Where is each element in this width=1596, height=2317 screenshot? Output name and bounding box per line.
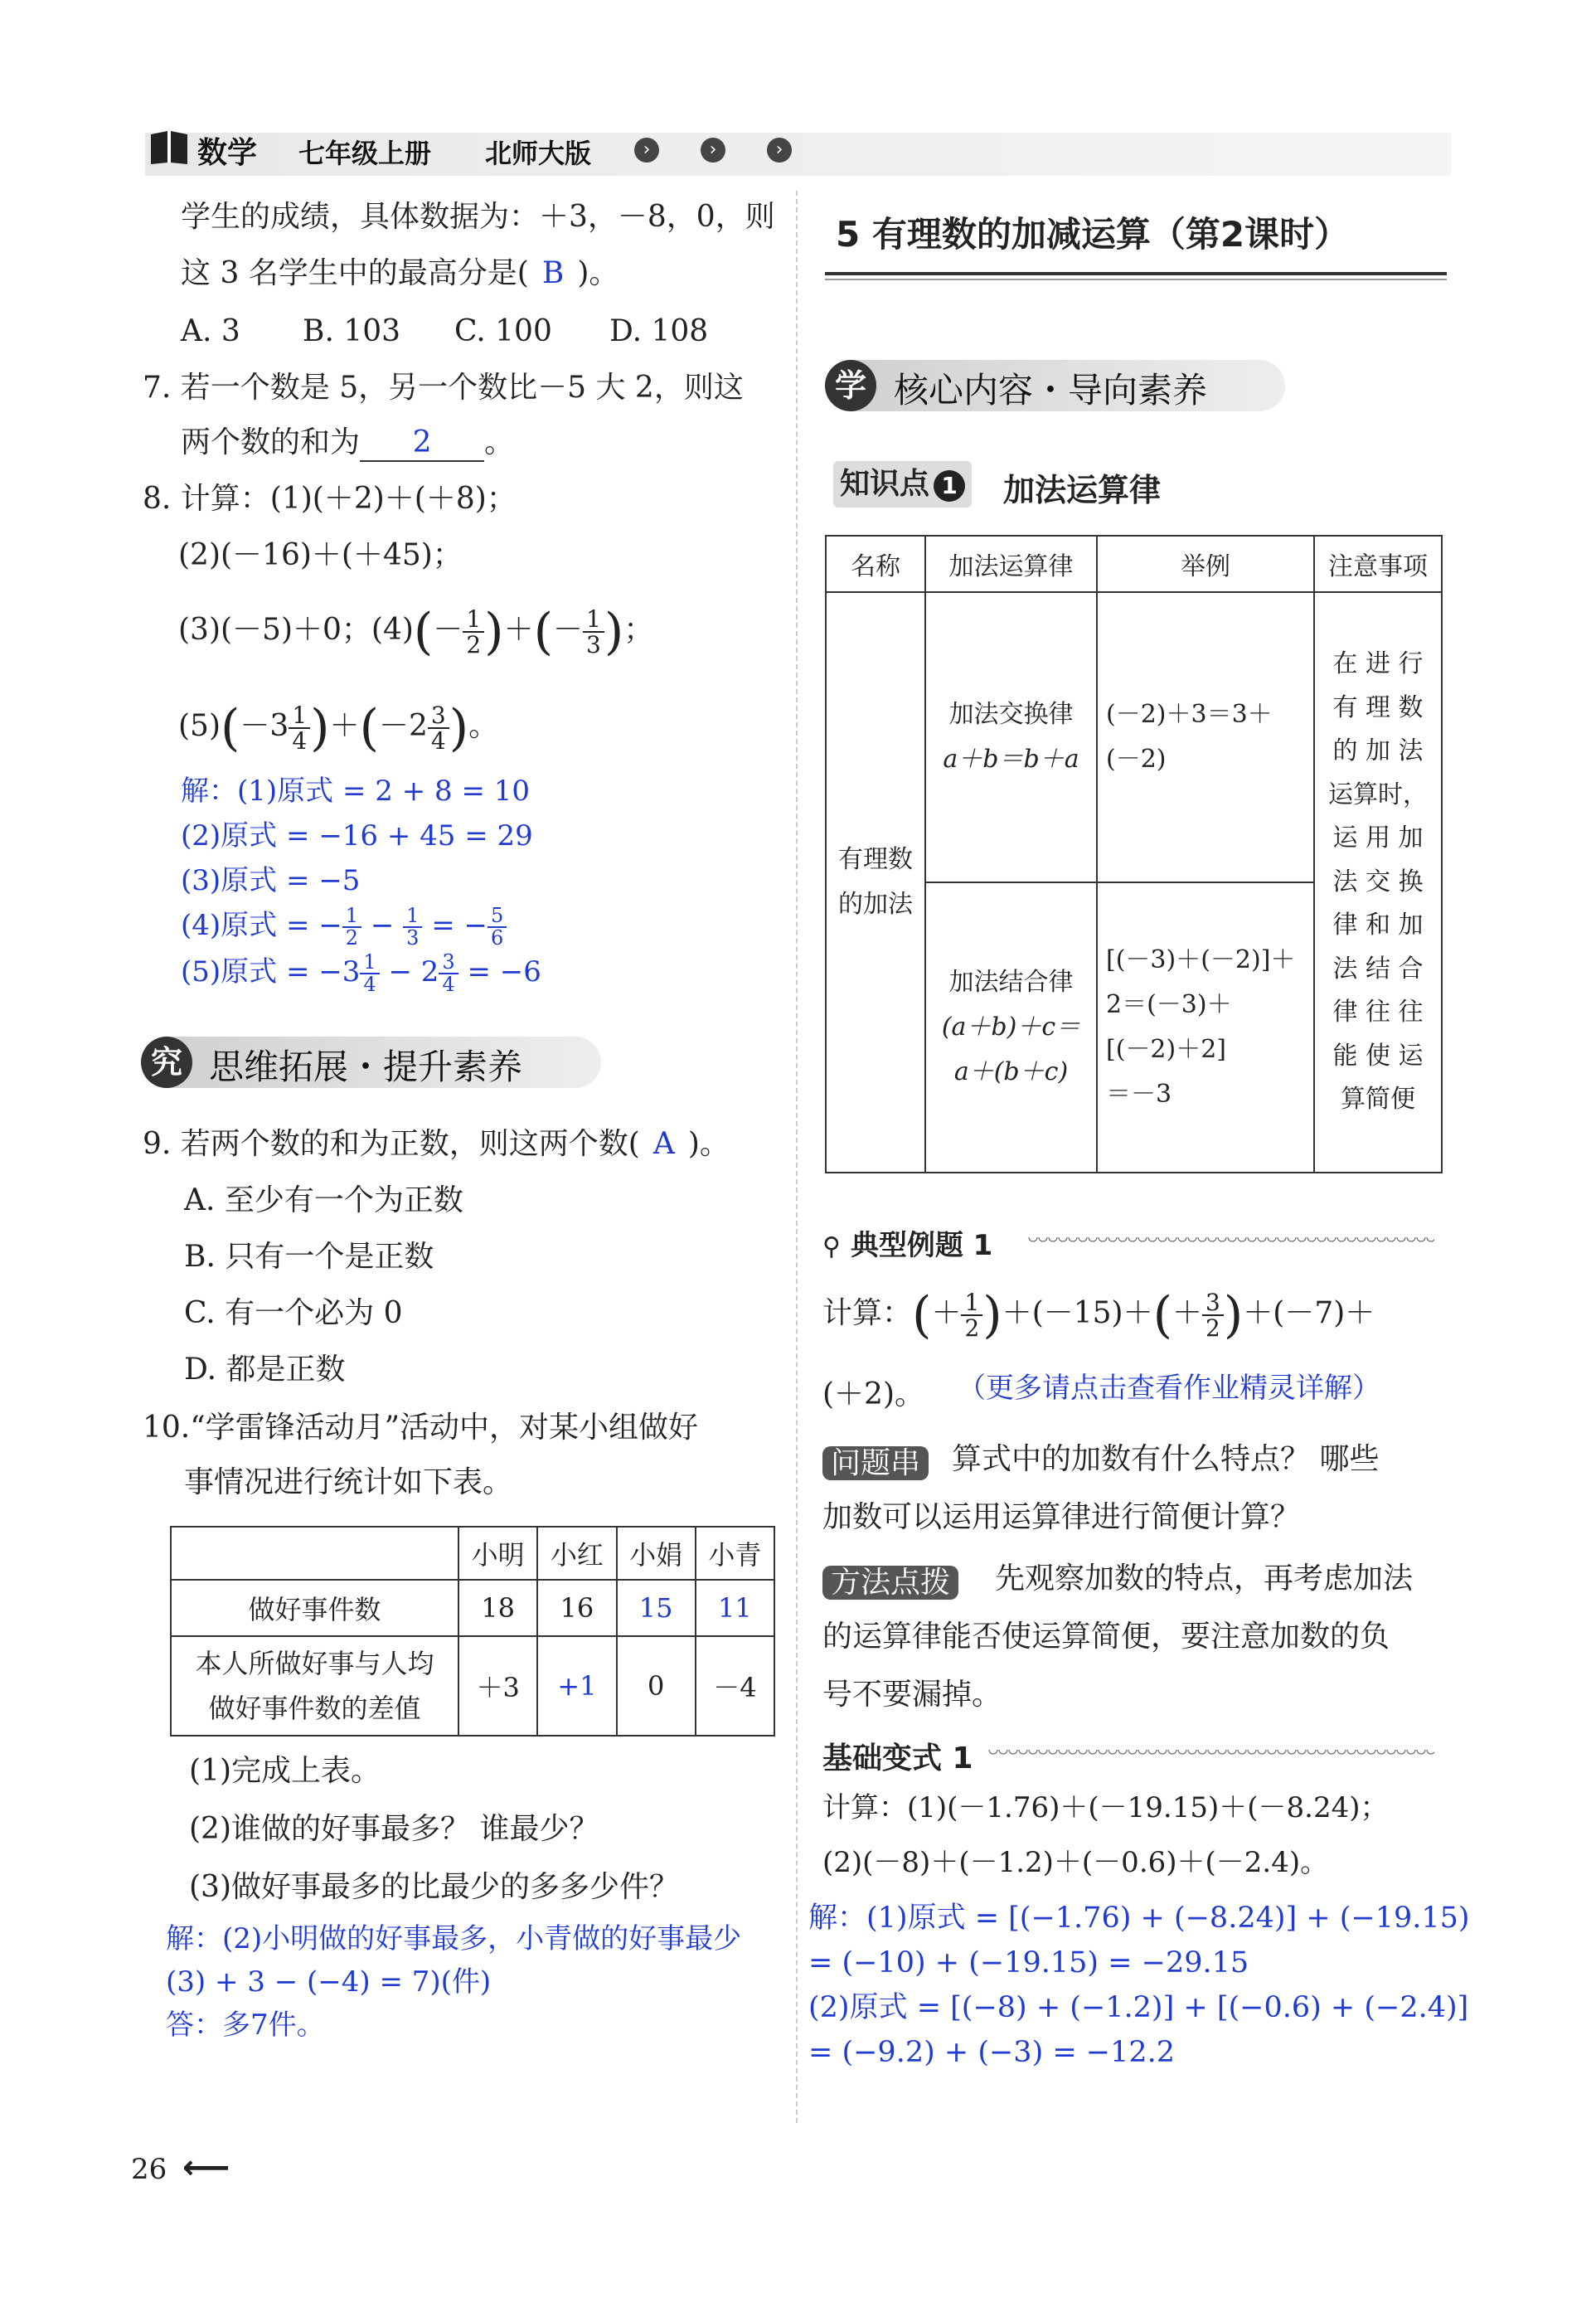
q8-solution-3: (3)原式 = −5 (181, 864, 361, 897)
title-underline-thin (825, 279, 1447, 280)
table-header: 加法运算律 (925, 536, 1097, 592)
table-header: 举例 (1097, 536, 1314, 592)
table-cell-note: 在 进 行 有 理 数 的 加 法 运算时， 运 用 加 法 交 换 律 和 加 法 结 合 律 往 往 能 使 运 算简便 (1314, 592, 1442, 1173)
q6-option-c: C. 100 (454, 314, 552, 348)
table-cell-example-2: [(－3)＋(－2)]＋ 2＝(－3)＋ [(－2)＋2] ＝－3 (1097, 882, 1314, 1173)
table-cell: 0 (617, 1636, 696, 1736)
book-icon (148, 124, 191, 168)
knowledge-point-tag (833, 461, 972, 508)
table-cell: 18 (458, 1580, 537, 1636)
q10-solution-2: (3) + 3 − (−4) = 7)(件) (166, 1965, 492, 1999)
example-line2: (＋2)。 (822, 1377, 924, 1411)
q7-answer-blank: 2 (360, 425, 484, 462)
q10-line2: 事情况进行统计如下表。 (184, 1465, 513, 1499)
header-edition: 北师大版 (485, 138, 592, 169)
q8-solution-2: (2)原式 = −16 + 45 = 29 (181, 819, 533, 852)
arrow-right-icon: › (701, 138, 725, 163)
q6-option-d: D. 108 (609, 314, 709, 348)
question-tag: 问题串 (822, 1446, 929, 1480)
table-row-label: 本人所做好事与人均 做好事件数的差值 (171, 1636, 458, 1736)
table-header: 小红 (537, 1527, 616, 1580)
wavy-divider (1028, 1237, 1434, 1246)
section-title-core: 核心内容・导向素养 (894, 370, 1208, 410)
q10-sub-2: (2)谁做的好事最多？ 谁最少？ (189, 1812, 599, 1846)
table-header: 小娟 (617, 1527, 696, 1580)
variant-title: 基础变式 1 (822, 1741, 973, 1775)
page-number: 26 (131, 2153, 167, 2186)
q10-sub-1: (1)完成上表。 (189, 1754, 381, 1788)
table-cell-example-1: (－2)＋3＝3＋ (－2) (1097, 592, 1314, 882)
table-header: 小明 (458, 1527, 537, 1580)
table-cell-answer: 11 (696, 1580, 774, 1636)
example-expression: 计算：(＋ $\frac{1}{2}$ )＋(－15)＋(＋ $\frac{3}{2}$ )＋(－7)＋ (822, 1286, 1375, 1344)
q7-line2: 两个数的和为 2 。 (181, 425, 514, 462)
method-tag: 方法点拨 (822, 1566, 958, 1600)
method-line3: 号不要漏掉。 (822, 1678, 1002, 1712)
table-cell-law-associative: 加法结合律 (a＋b)＋c＝ a＋(b＋c) (925, 882, 1097, 1173)
table-cell: －4 (696, 1636, 774, 1736)
kp-label: 知识点 (840, 467, 930, 501)
variant-line1: 计算：(1)(－1.76)＋(－19.15)＋(－8.24)； (822, 1791, 1389, 1824)
section-title-extend: 思维拓展・提升素养 (209, 1047, 523, 1087)
variant-solution-2: = (−10) + (−19.15) = −29.15 (808, 1946, 1249, 1979)
variant-line2: (2)(－8)＋(－1.2)＋(－0.6)＋(－2.4)。 (822, 1846, 1329, 1879)
question-line2: 加数可以运用运算律进行简便计算？ (822, 1500, 1301, 1534)
table-header: 小青 (696, 1527, 774, 1580)
addition-laws-table (825, 535, 1443, 1173)
q8-solution-1: 解：(1)原式 = 2 + 8 = 10 (181, 775, 530, 808)
wavy-divider (988, 1750, 1434, 1758)
table-cell-name: 有理数 的加法 (826, 592, 925, 1173)
q8-line2: (2)(－16)＋(＋45)； (178, 538, 463, 572)
kp-number: 1 (934, 470, 965, 502)
q6-line2: 这 3 名学生中的最高分是( B )。 (181, 256, 619, 290)
arrow-right-icon: › (634, 138, 659, 163)
question-chain (822, 1440, 929, 1482)
table-cell-answer: +1 (537, 1636, 616, 1736)
variant-solution-3: (2)原式 = [(−8) + (−1.2)] + [(−0.6) + (−2.4)] (808, 1991, 1469, 2024)
q10-solution-1: 解：(2)小明做的好事最多，小青做的好事最少 (166, 1922, 742, 1955)
q9-line: 9. 若两个数的和为正数，则这两个数( A )。 (143, 1127, 730, 1161)
q6-answer: B (541, 256, 565, 290)
q6-option-b: B. 103 (303, 314, 401, 348)
table-corner (171, 1527, 458, 1580)
good-deeds-table (170, 1526, 775, 1737)
table-header: 注意事项 (1314, 536, 1442, 592)
arrow-right-icon: › (767, 138, 792, 163)
q8-solution-4: (4)原式 = − $\frac{1}{2}$ − $\frac{1}{3}$ = − $\frac{5}{6}$ (181, 906, 507, 949)
q9-option-c: C. 有一个必为 0 (184, 1296, 403, 1330)
header-grade: 七年级上册 (298, 138, 432, 169)
question-line1: 算式中的加数有什么特点？ 哪些 (952, 1442, 1380, 1476)
table-cell: 16 (537, 1580, 616, 1636)
lesson-title: 5 有理数的加减运算（第2课时） (836, 214, 1350, 255)
method-line1: 先观察加数的特点，再考虑加法 (995, 1562, 1414, 1596)
kp-title: 加法运算律 (1003, 472, 1162, 508)
q8-line3: (3)(－5)＋0；(4)(－ $\frac{1}{2}$ )＋(－ $\frac{1}{3}$ )； (178, 603, 654, 661)
location-pin-icon: ⚲ (822, 1232, 841, 1261)
q10-sub-3: (3)做好事最多的比最少的多多少件？ (189, 1870, 679, 1904)
q8-line4: (5)(－3 $\frac{1}{4}$ )＋(－2 $\frac{3}{4}$ )。 (178, 699, 499, 757)
q9-option-a: A. 至少有一个为正数 (184, 1183, 463, 1217)
column-divider (796, 191, 798, 2123)
header-subject: 数学 (197, 136, 258, 170)
table-row-label: 做好事件数 (171, 1580, 458, 1636)
title-underline (825, 272, 1447, 275)
q9-option-b: B. 只有一个是正数 (184, 1240, 434, 1274)
more-details-link[interactable]: （更多请点击查看作业精灵详解） (958, 1372, 1380, 1405)
method-line2: 的运算律能否使运算简便，要注意加数的负 (822, 1620, 1390, 1654)
variant-solution-4: = (−9.2) + (−3) = −12.2 (808, 2036, 1176, 2069)
table-cell-answer: 15 (617, 1580, 696, 1636)
q8-solution-5: (5)原式 = −3 $\frac{1}{4}$ − 2 $\frac{3}{4}$ = −6 (181, 950, 541, 997)
section-badge-core: 学 (825, 360, 876, 411)
q8-line1: 8. 计算：(1)(＋2)＋(＋8)； (143, 482, 517, 516)
variant-solution-1: 解：(1)原式 = [(−1.76) + (−8.24)] + (−19.15) (808, 1902, 1470, 1935)
q10-line1: 10.“学雷锋活动月”活动中，对某小组做好 (143, 1411, 699, 1445)
q6-option-a: A. 3 (181, 314, 240, 348)
q9-option-d: D. 都是正数 (184, 1353, 346, 1387)
example-title: ⚲ 典型例题 1 (822, 1229, 993, 1262)
q9-answer: A (652, 1127, 675, 1161)
arrow-left-icon: ⟵ (182, 2149, 230, 2187)
q10-solution-3: 答：多7件。 (166, 2009, 325, 2042)
table-cell: ＋3 (458, 1636, 537, 1736)
q6-line1: 学生的成绩，具体数据为：＋3，－8，0，则 (181, 200, 775, 234)
table-header: 名称 (826, 536, 925, 592)
section-badge-extend: 究 (141, 1037, 192, 1088)
q7-line1: 7. 若一个数是 5，另一个数比－5 大 2，则这 (143, 371, 744, 405)
table-cell-law-commutative: 加法交换律 a＋b＝b＋a (925, 592, 1097, 882)
method-tip (822, 1559, 958, 1601)
